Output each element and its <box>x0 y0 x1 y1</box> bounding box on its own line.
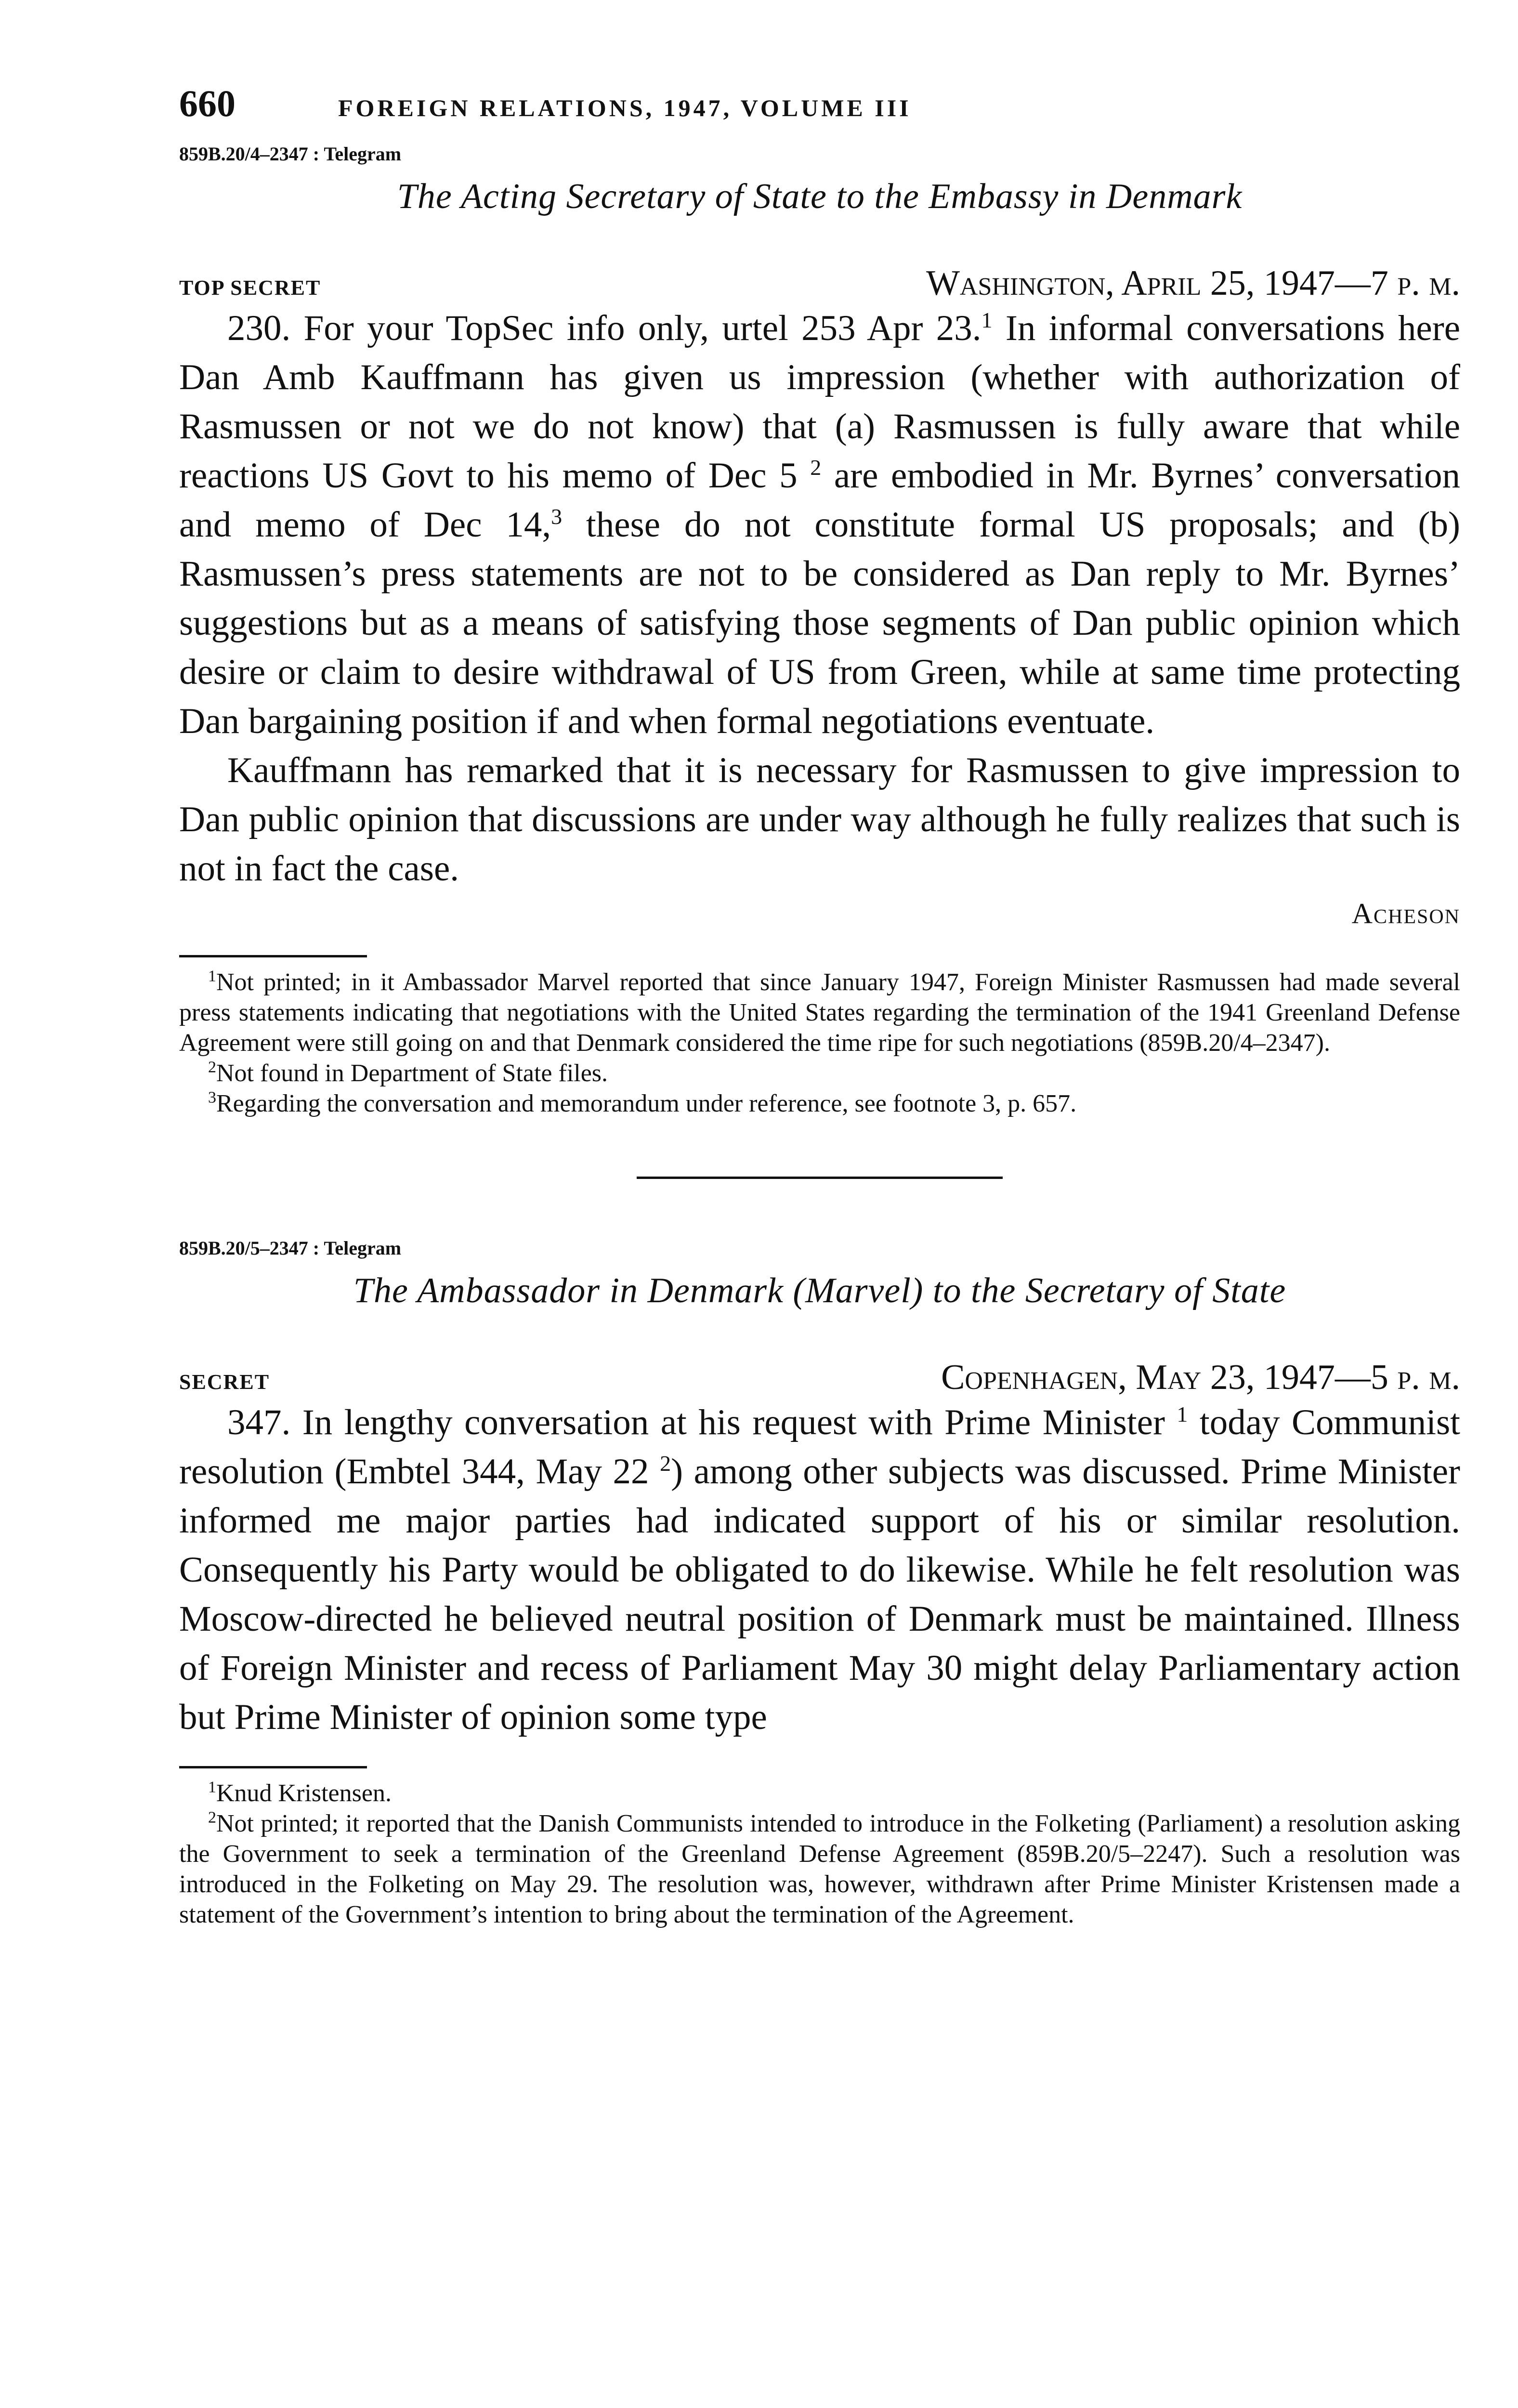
doc2-classification: SECRET <box>179 1370 270 1394</box>
footnote-mark: 2 <box>208 1808 216 1827</box>
doc1-footnotes <box>179 967 1460 1119</box>
doc1-paragraph-1 <box>179 304 1460 746</box>
footnote-mark: 1 <box>208 967 216 985</box>
footnote-text: Knud Kristensen. <box>216 1780 392 1807</box>
doc1-title: The Acting Secretary of State to the Embassy in Denmark <box>397 177 1243 216</box>
doc1-paragraph-2: Kauffmann has remarked that it is necessary for Rasmussen to give impression to Dan public opinion that discussions are under way although he fully realizes that such is not in fact the case. <box>179 750 1460 889</box>
doc2-p1-part-a: 347. In lengthy conversation at his request with Prime Minister <box>227 1402 1177 1442</box>
doc2-footnote-2 <box>179 1808 1460 1930</box>
footnote-mark: 1 <box>208 1778 216 1796</box>
page-header <box>179 82 1460 135</box>
doc2-dateline-row <box>179 1357 1460 1398</box>
document-page <box>179 82 1460 1930</box>
footnote-text: Not printed; it reported that the Danish Communists intended to introduce in the Folketing (Parliament) a resolution asking the Government to seek a termination of the Greenland Defense Agreement (859B.20/5–2247). Such a resolution was introduced in the Folketing on May 29. The resolution was, however, withdrawn after Prime Minister Kristensen made a statement of the Government’s intention to bring about the termination of the Agreement. <box>179 1810 1460 1928</box>
page-number: 660 <box>179 82 236 124</box>
doc1-classification: TOP SECRET <box>179 276 321 300</box>
doc1-footnote-3 <box>179 1088 1460 1119</box>
doc1-dateline-row <box>179 263 1460 304</box>
doc1-p1-part-a: 230. For your TopSec info only, urtel 253 Apr 23. <box>227 308 981 348</box>
section-divider <box>637 1177 1003 1179</box>
doc2-p1-part-c: ) among other subjects was discussed. Prime Minister informed me major parties had indicated support of his or similar resolution. Consequently his Party would be obligated to do likewise. While he felt resolution was Moscow-directed he believed neutral position of Denmark must be maintained. Illness of Foreign Minister and recess of Parliament May 30 might delay Parliamentary action but Prime Minister of opinion some type <box>179 1452 1460 1737</box>
doc1-p1-part-d: these do not constitute formal US proposals; and (b) Rasmussen’s press statements are not to be considered as Dan reply to Mr. Byrnes’ suggestions but as a means of satisfying those segments of Dan public opinion which desire or claim to desire withdrawal of US from Green, while at same time protecting Dan bargaining position if and when formal negotiations eventuate. <box>179 505 1461 741</box>
footnote-ref-2: 2 <box>810 455 822 480</box>
doc2-body <box>179 1398 1460 1742</box>
running-head: FOREIGN RELATIONS, 1947, VOLUME III <box>338 94 912 121</box>
doc2-dateline: Copenhagen, May 23, 1947—5 p. m. <box>941 1358 1460 1397</box>
doc1-p1-part-b: In informal conversations here Dan Amb Kauffmann has given us impression (whether with authorization of Rasmussen or not we do not know) that (a) Rasmussen is fully aware that while reactions US Govt to his memo of Dec 5 <box>179 308 1460 496</box>
footnote-ref-1: 1 <box>1177 1402 1188 1426</box>
footnote-text: Not found in Department of State files. <box>216 1060 608 1087</box>
doc1-signature: Acheson <box>1351 898 1460 929</box>
footnote-text: Not printed; in it Ambassador Marvel reported that since January 1947, Foreign Minister Rasmussen had made several press statements indicating that negotiations with the United States regarding the termination of the 1941 Greenland Defense Agreement were still going on and that Denmark considered the time ripe for such negotiations (859B.20/4–2347). <box>179 968 1460 1057</box>
footnote-ref-2: 2 <box>660 1451 671 1476</box>
doc2-title: The Ambassador in Denmark (Marvel) to the Secretary of State <box>353 1271 1286 1310</box>
footnote-ref-3: 3 <box>551 504 563 529</box>
doc1-p1-part-c: are embodied in Mr. Byrnes’ conversation and memo of Dec 14, <box>179 456 1460 545</box>
doc1-footnote-1 <box>179 967 1460 1058</box>
footnote-mark: 2 <box>208 1058 216 1076</box>
doc1-file-reference: 859B.20/4–2347 : Telegram <box>179 143 402 165</box>
footnote-rule <box>179 1766 367 1768</box>
doc2-footnotes <box>179 1778 1460 1930</box>
doc1-body <box>179 304 1460 893</box>
footnote-text: Regarding the conversation and memorandum under reference, see footnote 3, p. 657. <box>216 1090 1077 1117</box>
doc1-dateline: Washington, April 25, 1947—7 p. m. <box>926 263 1460 303</box>
doc2-footnote-1 <box>179 1778 1460 1808</box>
doc2-paragraph-1 <box>179 1398 1460 1742</box>
doc1-footnote-2 <box>179 1058 1460 1088</box>
footnote-rule <box>179 955 367 957</box>
footnote-ref-1: 1 <box>981 308 993 332</box>
doc2-p1-part-b: today Communist resolution (Embtel 344, May 22 <box>179 1402 1461 1492</box>
doc2-file-reference: 859B.20/5–2347 : Telegram <box>179 1237 402 1259</box>
footnote-mark: 3 <box>208 1088 216 1107</box>
